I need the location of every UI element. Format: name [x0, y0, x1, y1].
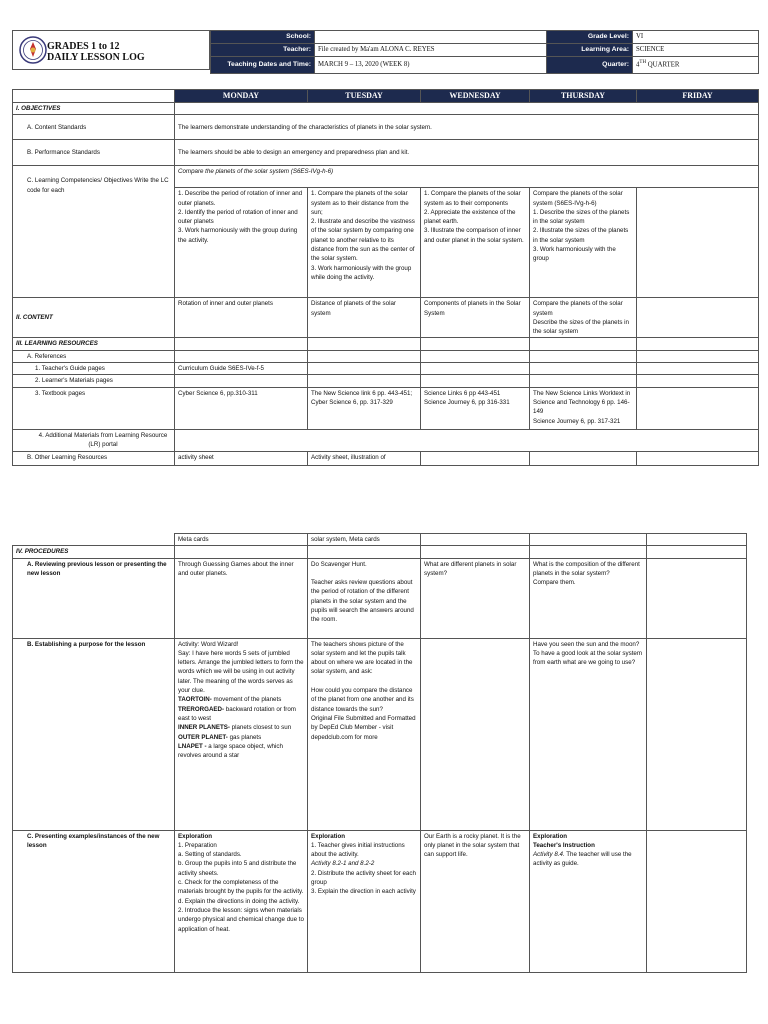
textbook-tuesday: The New Science link 6 pp. 443-451; Cyber Science 6, pp. 317-329 — [308, 387, 421, 429]
content-tuesday: Distance of planets of the solar system — [308, 298, 421, 338]
teachers-guide-monday: Curriculum Guide S6ES-IVe-f-5 — [175, 363, 308, 375]
day-wednesday: WEDNESDAY — [421, 90, 530, 103]
word-4: OUTER PLANET- gas planets — [178, 733, 262, 741]
word-3: INNER PLANETS- planets closest to sun — [178, 724, 292, 732]
quarter-value: 4TH QUARTER — [633, 57, 759, 74]
examples-thursday-body: Activity 8.4. The teacher will use the activity as guide. — [533, 851, 632, 868]
other-resources-monday-cont: Meta cards — [175, 534, 308, 546]
examples-tuesday-step1: 1. Teacher gives initial instructions about the activity. — [311, 841, 405, 859]
title-box — [12, 30, 210, 70]
title-line-2: DAILY LESSON LOG — [47, 52, 145, 63]
examples-tuesday-steps: 2. Distribute the activity sheet for each group 3. Explain the direction in each activity — [311, 869, 416, 896]
examples-thursday — [530, 830, 647, 972]
examples-tuesday-activity: Activity 8.2-1 and 8.2-2 — [311, 860, 375, 868]
objectives-heading-blank — [175, 103, 759, 115]
quarter-label: Quarter: — [547, 57, 633, 74]
examples-label: C. Presenting examples/instances of the new lesson — [13, 830, 175, 972]
lesson-table-part-2 — [12, 533, 747, 973]
purpose-label: B. Establishing a purpose for the lesson — [13, 638, 175, 830]
day-monday: MONDAY — [175, 90, 308, 103]
lr-portal-label: 4. Additional Materials from Learning Resource (LR) portal — [13, 429, 175, 451]
resources-heading: III. LEARNING RESOURCES — [13, 338, 175, 350]
dates-label: Teaching Dates and Time: — [211, 57, 315, 74]
content-wednesday: Components of planets in the Solar System — [421, 298, 530, 338]
day-thursday: THURSDAY — [530, 90, 637, 103]
references-label: A. References — [13, 350, 175, 362]
header-info-table — [210, 30, 759, 74]
content-thursday: Compare the planets of the solar system Describe the sizes of the planets in the solar system — [530, 298, 637, 338]
objectives-heading: I. OBJECTIVES — [13, 103, 175, 115]
content-standards-label: A. Content Standards — [13, 115, 175, 140]
other-resources-tuesday: Activity sheet, illustration of — [308, 451, 421, 465]
word-1: TAORTOIN- movement of the planets — [178, 696, 282, 704]
content-standards-value: The learners demonstrate understanding of the characteristics of planets in the solar system. — [175, 115, 759, 140]
grade-label: Grade Level: — [547, 31, 633, 44]
textbook-label: 3. Textbook pages — [13, 387, 175, 429]
area-value: SCIENCE — [633, 44, 759, 57]
purpose-thursday: Have you seen the sun and the moon? To have a good look at the solar system from earth what are we going to use? — [530, 638, 647, 830]
corner-cell — [13, 90, 175, 103]
textbook-wednesday: Science Links 6 pp 443-451 Science Journey 6, pp 316-331 — [421, 387, 530, 429]
competencies-code: Compare the planets of the solar system (S6ES-IVg-h-6) — [175, 166, 759, 188]
header-block — [12, 30, 758, 70]
examples-monday-body: 1. Preparation a. Setting of standards. b. Group the pupils into 5 and distribute the activity sheets. c. Check for the completeness of the materials brought by the pupils for the activity. d. Explain the directions in doing the activity. 2. Introduce the lesson: signs when materials undergo physical and chemical change due to application of heat. — [178, 841, 304, 933]
review-monday: Through Guessing Games about the inner and outer planets. — [175, 558, 308, 638]
day-friday: FRIDAY — [637, 90, 759, 103]
title-line-1: GRADES 1 to 12 — [47, 41, 120, 52]
school-label: School: — [211, 31, 315, 44]
purpose-tuesday: The teachers shows picture of the solar system and let the pupils talk about on where we are located in the solar system, and ask: How could you compare the distance of the planet from one another and its distance towards the sun? Original File Submitted and Formatted by DepEd Club Member - visit depedclub.com for more — [308, 638, 421, 830]
competencies-thursday: Compare the planets of the solar system (S6ES-IVg-h-6) 1. Describe the sizes of the planets in the solar system 2. Illustrate the sizes of the planets in the solar system 3. Work harmoniously with the group — [530, 188, 637, 298]
dates-value: MARCH 9 – 13, 2020 (WEEK 8) — [315, 57, 547, 74]
word-2: TRERORGAED- backward rotation or from east to west — [178, 705, 296, 722]
review-label: A. Reviewing previous lesson or presenting the new lesson — [13, 558, 175, 638]
review-wednesday: What are different planets in solar system? — [421, 558, 530, 638]
examples-monday-heading: Exploration — [178, 832, 213, 840]
teacher-value: File created by Ma'am ALONA C. REYES — [315, 44, 547, 57]
learners-materials-label: 2. Learner's Materials pages — [13, 375, 175, 387]
teacher-label: Teacher: — [211, 44, 315, 57]
teachers-guide-label: 1. Teacher's Guide pages — [13, 363, 175, 375]
examples-thursday-heading: Exploration — [533, 832, 568, 840]
school-value — [315, 31, 547, 44]
content-monday: Rotation of inner and outer planets — [175, 298, 308, 338]
purpose-monday-intro: Activity: Word Wizard! Say: I have here words 5 sets of jumbled letters. Arrange the jumbled letters to form the words which we will be using in out activity later. The meaning of the words serves as your clue. — [178, 640, 304, 695]
examples-tuesday — [308, 830, 421, 972]
day-tuesday: TUESDAY — [308, 90, 421, 103]
competencies-tuesday: 1. Compare the planets of the solar system as to their distance from the sun; 2. Illustrate and describe the vastness of the solar system by comparing one planet to another relative to its distance from the sun as the center of the solar system. 3. Work harmoniously with the group while doing the activity. — [308, 188, 421, 298]
examples-wednesday: Our Earth is a rocky planet. It is the only planet in the solar system that can support life. — [421, 830, 530, 972]
content-heading: II. CONTENT — [13, 298, 175, 338]
examples-thursday-subheading: Teacher's Instruction — [533, 841, 595, 849]
purpose-wednesday — [421, 638, 530, 830]
deped-seal-icon — [19, 36, 47, 64]
performance-standards-value: The learners should be able to design an emergency and preparedness plan and kit. — [175, 140, 759, 166]
other-resources-label: B. Other Learning Resources — [13, 451, 175, 465]
competencies-label: C. Learning Competencies/ Objectives Write the LC code for each — [13, 166, 175, 298]
word-5: LNAPET - a large space object, which revolves around a star — [178, 742, 283, 760]
review-thursday: What is the composition of the different planets in the solar system? Compare them. — [530, 558, 647, 638]
procedures-heading: IV. PROCEDURES — [13, 546, 175, 558]
textbook-thursday: The New Science Links Worktext in Science and Technology 6 pp. 146-149 Science Journey 6, pp. 317-321 — [530, 387, 637, 429]
content-friday — [637, 298, 759, 338]
textbook-monday: Cyber Science 6, pp.310-311 — [175, 387, 308, 429]
grade-value: VI — [633, 31, 759, 44]
performance-standards-label: B. Performance Standards — [13, 140, 175, 166]
lesson-table-part-1 — [12, 89, 759, 466]
other-resources-monday: activity sheet — [175, 451, 308, 465]
other-resources-tuesday-cont: solar system, Meta cards — [308, 534, 421, 546]
competencies-wednesday: 1. Compare the planets of the solar system as to their components 2. Appreciate the existence of the planet earth. 3. Illustrate the comparison of inner and outer planet in the solar system. — [421, 188, 530, 298]
competencies-monday: 1. Describe the period of rotation of inner and outer planets. 2. Identify the period of rotation of inner and outer planets 3. Work harmoniously with the group during the activity. — [175, 188, 308, 298]
area-label: Learning Area: — [547, 44, 633, 57]
review-tuesday: Do Scavenger Hunt. Teacher asks review questions about the period of rotation of the different planets in the solar system and the pupils will search the answers around the room. — [308, 558, 421, 638]
examples-tuesday-heading: Exploration — [311, 832, 346, 840]
purpose-monday — [175, 638, 308, 830]
competencies-friday — [637, 188, 759, 298]
examples-monday — [175, 830, 308, 972]
